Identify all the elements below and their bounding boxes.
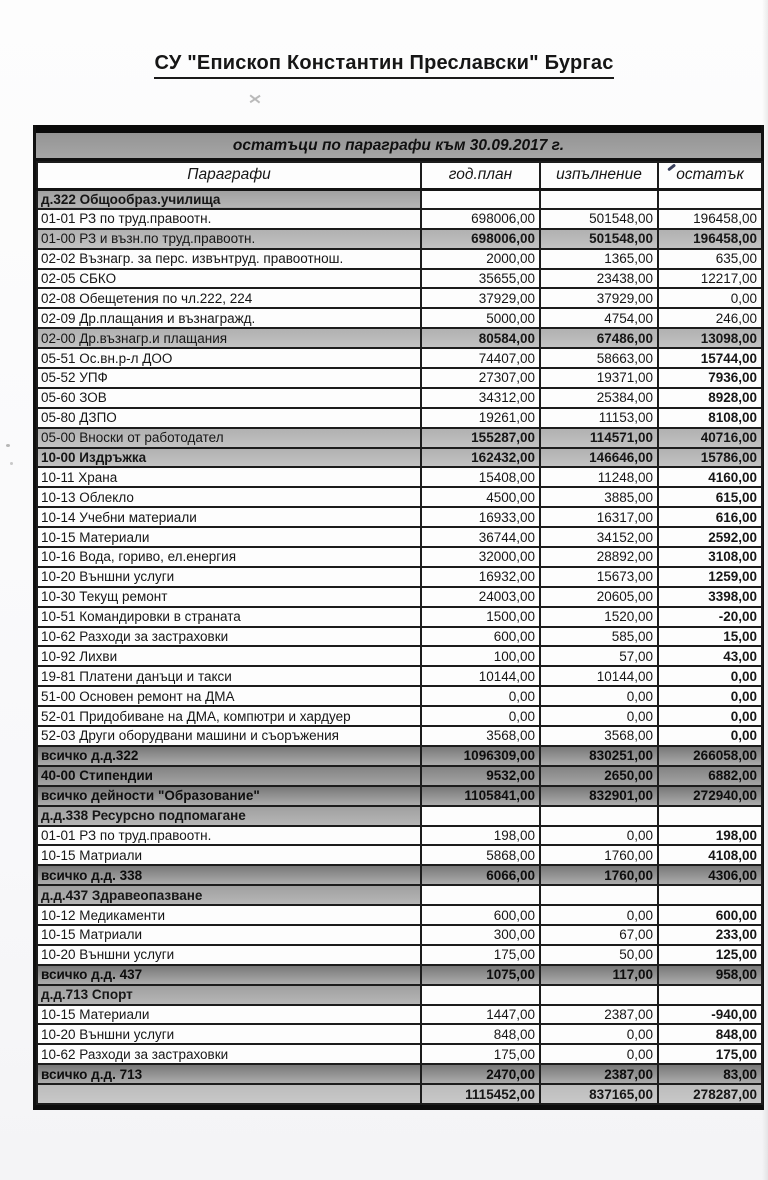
- table-row: [37, 1005, 762, 1025]
- cell-rest: 2592,00: [658, 527, 762, 547]
- cell-exec: 37929,00: [540, 288, 658, 308]
- table-row: [37, 925, 762, 945]
- cell-label: 10-14 Учебни материали: [37, 507, 421, 527]
- cell-exec: 16317,00: [540, 507, 658, 527]
- table-row: [37, 607, 762, 627]
- table-row: [37, 368, 762, 388]
- cell-plan: 32000,00: [421, 547, 540, 567]
- cell-plan: 1500,00: [421, 607, 540, 627]
- table-top-bar: [36, 125, 761, 133]
- cell-exec: 50,00: [540, 945, 658, 965]
- cell-label: 10-00 Издръжка: [37, 448, 421, 468]
- cell-plan: [421, 189, 540, 209]
- cell-label: 02-00 Др.възнагр.и плащания: [37, 328, 421, 348]
- cell-exec: 585,00: [540, 627, 658, 647]
- table-row: [37, 646, 762, 666]
- cell-plan: 155287,00: [421, 428, 540, 448]
- table-row: [37, 507, 762, 527]
- col-header-execution: изпълнение: [540, 162, 658, 189]
- cell-plan: [421, 885, 540, 905]
- cell-exec: 0,00: [540, 1024, 658, 1044]
- cell-label: 10-15 Материали: [37, 1005, 421, 1025]
- table-row: [37, 388, 762, 408]
- table-row: [37, 229, 762, 249]
- cell-label: всичко д.д.322: [37, 746, 421, 766]
- cell-label: 10-20 Външни услуги: [37, 567, 421, 587]
- cell-rest: 8928,00: [658, 388, 762, 408]
- table-header: [37, 162, 762, 189]
- cell-label: всичко д.д. 338: [37, 865, 421, 885]
- cell-exec: 830251,00: [540, 746, 658, 766]
- cell-plan: 6066,00: [421, 865, 540, 885]
- cell-exec: 57,00: [540, 646, 658, 666]
- scan-speck: [6, 444, 10, 447]
- cell-rest: 3108,00: [658, 547, 762, 567]
- cell-rest: 0,00: [658, 288, 762, 308]
- cell-plan: 175,00: [421, 1044, 540, 1064]
- cell-plan: 15408,00: [421, 467, 540, 487]
- cell-rest: 246,00: [658, 308, 762, 328]
- cell-plan: 198,00: [421, 826, 540, 846]
- cell-plan: 300,00: [421, 925, 540, 945]
- cell-label: 19-81 Платени данъци и такси: [37, 666, 421, 686]
- cell-plan: 0,00: [421, 706, 540, 726]
- cell-rest: 4160,00: [658, 467, 762, 487]
- cell-exec: 67,00: [540, 925, 658, 945]
- page-title: СУ "Епископ Константин Преславски" Бургас: [154, 52, 613, 79]
- cell-rest: 616,00: [658, 507, 762, 527]
- cell-plan: 4500,00: [421, 487, 540, 507]
- cell-exec: 0,00: [540, 1044, 658, 1064]
- table-row: [37, 308, 762, 328]
- table-row: [37, 567, 762, 587]
- cell-exec: 15673,00: [540, 567, 658, 587]
- cell-label: 10-16 Вода, гориво, ел.енергия: [37, 547, 421, 567]
- table-row: [37, 726, 762, 746]
- cell-exec: 0,00: [540, 706, 658, 726]
- cell-exec: 23438,00: [540, 269, 658, 289]
- cell-rest: 4108,00: [658, 845, 762, 865]
- cell-exec: 28892,00: [540, 547, 658, 567]
- table-row: [37, 666, 762, 686]
- cell-exec: 1520,00: [540, 607, 658, 627]
- cell-label: всичко д.д. 713: [37, 1064, 421, 1084]
- cell-rest: 196458,00: [658, 229, 762, 249]
- cell-plan: 600,00: [421, 627, 540, 647]
- cell-label: д.д.437 Здравеопазване: [37, 885, 421, 905]
- cell-plan: [421, 985, 540, 1005]
- title-row: [0, 0, 768, 79]
- cell-plan: 2000,00: [421, 249, 540, 269]
- table-row: [37, 945, 762, 965]
- cell-label: 10-15 Матриали: [37, 845, 421, 865]
- cell-rest: [658, 985, 762, 1005]
- cell-rest: -940,00: [658, 1005, 762, 1025]
- cell-rest: 83,00: [658, 1064, 762, 1084]
- cell-label: 01-01 РЗ по труд.правоотн.: [37, 209, 421, 229]
- cell-rest: 0,00: [658, 666, 762, 686]
- table-caption-text: остатъци по параграфи към 30.09.2017 г.: [232, 137, 565, 154]
- cell-exec: 501548,00: [540, 209, 658, 229]
- cell-rest: 15744,00: [658, 348, 762, 368]
- cell-rest: 0,00: [658, 686, 762, 706]
- cell-plan: 5868,00: [421, 845, 540, 865]
- cell-label: д.322 Общообраз.училища: [37, 189, 421, 209]
- table-row: [37, 905, 762, 925]
- cell-rest: 233,00: [658, 925, 762, 945]
- cell-rest: 43,00: [658, 646, 762, 666]
- cell-label: д.д.338 Ресурсно подпомагане: [37, 806, 421, 826]
- cell-plan: 2470,00: [421, 1064, 540, 1084]
- cell-rest: 272940,00: [658, 786, 762, 806]
- cell-exec: [540, 806, 658, 826]
- cell-label: 10-20 Външни услуги: [37, 945, 421, 965]
- cell-label: всичко д.д. 437: [37, 965, 421, 985]
- table-row: [37, 448, 762, 468]
- cell-rest: [658, 885, 762, 905]
- cell-label: 10-12 Медикаменти: [37, 905, 421, 925]
- cell-plan: 27307,00: [421, 368, 540, 388]
- cell-exec: 3885,00: [540, 487, 658, 507]
- cell-plan: 1447,00: [421, 1005, 540, 1025]
- table-caption: [36, 133, 761, 161]
- col-header-remainder: [658, 162, 762, 189]
- cell-rest: 0,00: [658, 706, 762, 726]
- cell-exec: [540, 885, 658, 905]
- table-row: [37, 547, 762, 567]
- cell-plan: [421, 806, 540, 826]
- cell-plan: 100,00: [421, 646, 540, 666]
- cell-rest: 15786,00: [658, 448, 762, 468]
- cell-rest: 12217,00: [658, 269, 762, 289]
- table-row: [37, 189, 762, 209]
- table-row: [37, 965, 762, 985]
- scan-speck: [10, 462, 13, 465]
- cell-rest: 13098,00: [658, 328, 762, 348]
- cell-label: 02-05 СБКО: [37, 269, 421, 289]
- budget-table: [33, 125, 764, 1110]
- cell-label: 52-01 Придобиване на ДМА, компютри и хардуер: [37, 706, 421, 726]
- cell-plan: 3568,00: [421, 726, 540, 746]
- cell-rest: 266058,00: [658, 746, 762, 766]
- cell-exec: 11248,00: [540, 467, 658, 487]
- cell-plan: 162432,00: [421, 448, 540, 468]
- cell-exec: 837165,00: [540, 1084, 658, 1104]
- cell-plan: 1075,00: [421, 965, 540, 985]
- cell-plan: 16933,00: [421, 507, 540, 527]
- table-row: [37, 766, 762, 786]
- cell-exec: 2387,00: [540, 1064, 658, 1084]
- cell-label: 05-80 ДЗПО: [37, 408, 421, 428]
- table-row: [37, 209, 762, 229]
- cell-plan: 19261,00: [421, 408, 540, 428]
- table-row: [37, 746, 762, 766]
- cell-rest: [658, 806, 762, 826]
- cell-label: 10-15 Материали: [37, 527, 421, 547]
- cell-rest: 958,00: [658, 965, 762, 985]
- table-row: [37, 845, 762, 865]
- table-row: [37, 1084, 762, 1104]
- table-row: [37, 1044, 762, 1064]
- cell-plan: 36744,00: [421, 527, 540, 547]
- cell-label: [37, 1084, 421, 1104]
- cell-rest: 848,00: [658, 1024, 762, 1044]
- cell-plan: 848,00: [421, 1024, 540, 1044]
- table-row: [37, 487, 762, 507]
- col-header-paragraphs: Параграфи: [37, 162, 421, 189]
- cell-exec: 0,00: [540, 686, 658, 706]
- pen-scratch-mark: [249, 94, 261, 104]
- pen-tick-mark: [667, 164, 676, 172]
- cell-plan: 175,00: [421, 945, 540, 965]
- cell-exec: 4754,00: [540, 308, 658, 328]
- cell-plan: 24003,00: [421, 587, 540, 607]
- cell-plan: 600,00: [421, 905, 540, 925]
- cell-rest: 4306,00: [658, 865, 762, 885]
- cell-exec: 1760,00: [540, 845, 658, 865]
- cell-exec: 117,00: [540, 965, 658, 985]
- cell-plan: 0,00: [421, 686, 540, 706]
- cell-exec: 25384,00: [540, 388, 658, 408]
- cell-rest: 600,00: [658, 905, 762, 925]
- cell-label: 01-00 РЗ и възн.по труд.правоотн.: [37, 229, 421, 249]
- cell-label: 02-02 Възнагр. за перс. извънтруд. правоотнош.: [37, 249, 421, 269]
- cell-rest: 8108,00: [658, 408, 762, 428]
- cell-exec: 19371,00: [540, 368, 658, 388]
- cell-label: 51-00 Основен ремонт на ДМА: [37, 686, 421, 706]
- cell-rest: [658, 189, 762, 209]
- table-row: [37, 527, 762, 547]
- table-row: [37, 826, 762, 846]
- cell-rest: 635,00: [658, 249, 762, 269]
- table-row: [37, 348, 762, 368]
- table-row: [37, 985, 762, 1005]
- cell-exec: 58663,00: [540, 348, 658, 368]
- cell-exec: [540, 985, 658, 1005]
- cell-plan: 1096309,00: [421, 746, 540, 766]
- cell-exec: 2387,00: [540, 1005, 658, 1025]
- table-row: [37, 806, 762, 826]
- cell-label: 10-13 Облекло: [37, 487, 421, 507]
- cell-rest: 198,00: [658, 826, 762, 846]
- cell-rest: 3398,00: [658, 587, 762, 607]
- cell-exec: 10144,00: [540, 666, 658, 686]
- col-header-remainder-text: остатък: [676, 166, 744, 184]
- cell-exec: 1760,00: [540, 865, 658, 885]
- cell-exec: [540, 189, 658, 209]
- cell-plan: 10144,00: [421, 666, 540, 686]
- cell-exec: 501548,00: [540, 229, 658, 249]
- table-row: [37, 686, 762, 706]
- table-row: [37, 1024, 762, 1044]
- cell-plan: 5000,00: [421, 308, 540, 328]
- table-row: [37, 328, 762, 348]
- cell-label: 02-09 Др.плащания и възнагражд.: [37, 308, 421, 328]
- cell-label: 02-08 Обещетения по чл.222, 224: [37, 288, 421, 308]
- table-row: [37, 269, 762, 289]
- cell-plan: 9532,00: [421, 766, 540, 786]
- cell-plan: 35655,00: [421, 269, 540, 289]
- table-row: [37, 467, 762, 487]
- cell-exec: 11153,00: [540, 408, 658, 428]
- cell-rest: 175,00: [658, 1044, 762, 1064]
- table-row: [37, 249, 762, 269]
- cell-rest: 1259,00: [658, 567, 762, 587]
- cell-exec: 0,00: [540, 905, 658, 925]
- cell-label: 10-20 Външни услуги: [37, 1024, 421, 1044]
- cell-label: 10-15 Матриали: [37, 925, 421, 945]
- cell-rest: 40716,00: [658, 428, 762, 448]
- cell-label: 05-51 Ос.вн.р-л ДОО: [37, 348, 421, 368]
- cell-rest: -20,00: [658, 607, 762, 627]
- cell-rest: 615,00: [658, 487, 762, 507]
- table-row: [37, 627, 762, 647]
- cell-exec: 0,00: [540, 826, 658, 846]
- cell-exec: 67486,00: [540, 328, 658, 348]
- cell-exec: 2650,00: [540, 766, 658, 786]
- cell-label: 10-11 Храна: [37, 467, 421, 487]
- cell-rest: 7936,00: [658, 368, 762, 388]
- cell-label: 01-01 РЗ по труд.правоотн.: [37, 826, 421, 846]
- cell-exec: 34152,00: [540, 527, 658, 547]
- col-header-annual-plan: год.план: [421, 162, 540, 189]
- cell-rest: 125,00: [658, 945, 762, 965]
- cell-plan: 34312,00: [421, 388, 540, 408]
- paragraphs-table: [36, 161, 763, 1105]
- cell-label: 05-60 ЗОВ: [37, 388, 421, 408]
- cell-exec: 1365,00: [540, 249, 658, 269]
- table-body: [37, 189, 762, 1104]
- cell-rest: 6882,00: [658, 766, 762, 786]
- cell-label: 05-00 Вноски от работодател: [37, 428, 421, 448]
- cell-exec: 832901,00: [540, 786, 658, 806]
- cell-plan: 74407,00: [421, 348, 540, 368]
- table-row: [37, 408, 762, 428]
- cell-plan: 16932,00: [421, 567, 540, 587]
- cell-label: 52-03 Други оборудвани машини и съоръжения: [37, 726, 421, 746]
- header-row: [37, 162, 762, 189]
- cell-rest: 196458,00: [658, 209, 762, 229]
- cell-label: 10-51 Командировки в страната: [37, 607, 421, 627]
- cell-plan: 1115452,00: [421, 1084, 540, 1104]
- cell-label: 10-30 Текущ ремонт: [37, 587, 421, 607]
- cell-rest: 15,00: [658, 627, 762, 647]
- cell-plan: 698006,00: [421, 209, 540, 229]
- table-row: [37, 288, 762, 308]
- table-row: [37, 428, 762, 448]
- cell-plan: 698006,00: [421, 229, 540, 249]
- cell-plan: 37929,00: [421, 288, 540, 308]
- cell-plan: 80584,00: [421, 328, 540, 348]
- cell-label: 10-62 Разходи за застраховки: [37, 627, 421, 647]
- cell-label: 10-92 Лихви: [37, 646, 421, 666]
- table-row: [37, 587, 762, 607]
- cell-label: 40-00 Стипендии: [37, 766, 421, 786]
- cell-rest: 278287,00: [658, 1084, 762, 1104]
- cell-plan: 1105841,00: [421, 786, 540, 806]
- cell-label: д.д.713 Спорт: [37, 985, 421, 1005]
- table-row: [37, 885, 762, 905]
- cell-exec: 114571,00: [540, 428, 658, 448]
- cell-exec: 146646,00: [540, 448, 658, 468]
- cell-label: 10-62 Разходи за застраховки: [37, 1044, 421, 1064]
- cell-rest: 0,00: [658, 726, 762, 746]
- cell-label: 05-52 УПФ: [37, 368, 421, 388]
- table-row: [37, 865, 762, 885]
- cell-label: всичко дейности "Образование": [37, 786, 421, 806]
- cell-exec: 20605,00: [540, 587, 658, 607]
- table-row: [37, 706, 762, 726]
- cell-exec: 3568,00: [540, 726, 658, 746]
- table-row: [37, 786, 762, 806]
- table-row: [37, 1064, 762, 1084]
